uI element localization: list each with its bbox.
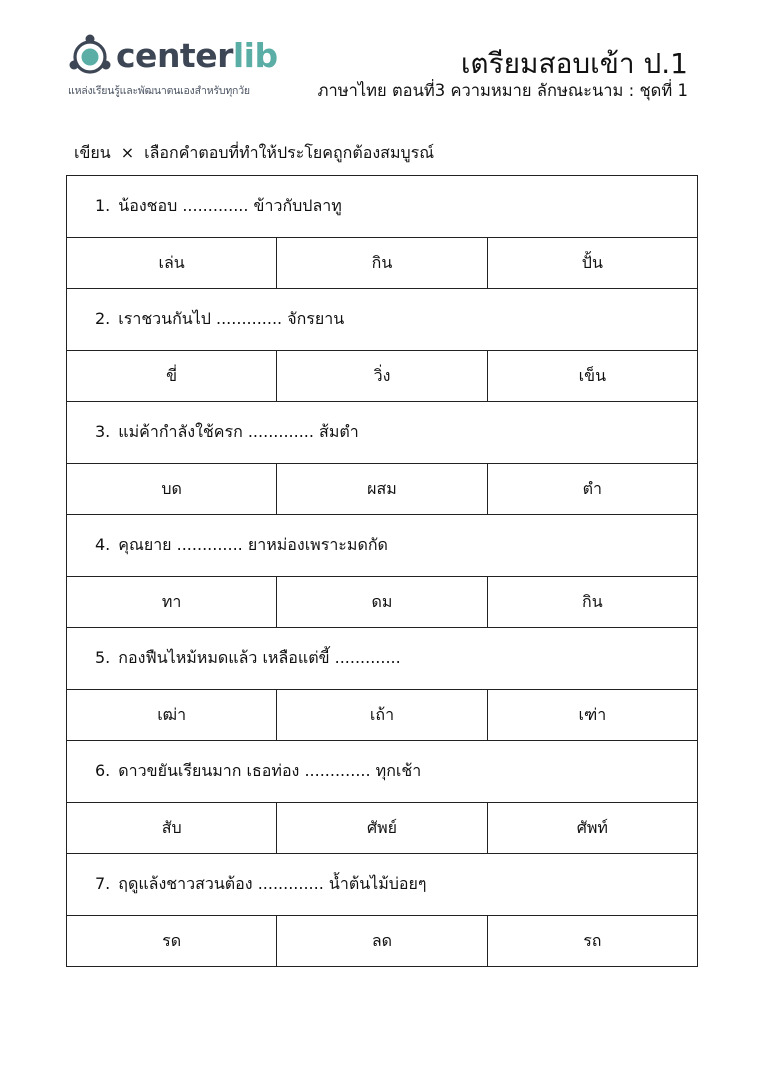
question-cell: [67, 515, 698, 577]
answer-option[interactable]: เฑ่า: [487, 690, 697, 741]
logo-word-center: center: [116, 36, 233, 75]
instruction-label: เขียน: [74, 143, 111, 162]
answer-row: [67, 803, 698, 854]
answer-option[interactable]: เถ้า: [277, 690, 487, 741]
answer-option[interactable]: ตำ: [487, 464, 697, 515]
answer-option[interactable]: ดม: [277, 577, 487, 628]
page-title: เตรียมสอบเข้า ป.1: [460, 47, 688, 80]
question-row: [67, 402, 698, 464]
question-text: เราชวนกันไป ............. จักรยาน: [118, 309, 345, 328]
logo-tagline: แหล่งเรียนรู้และพัฒนาตนเองสำหรับทุกวัย: [68, 85, 250, 97]
answer-option[interactable]: ผสม: [277, 464, 487, 515]
answer-row: [67, 577, 698, 628]
question-text: คุณยาย ............. ยาหม่องเพราะมดกัด: [118, 535, 388, 554]
question-cell: [67, 176, 698, 238]
question-row: [67, 628, 698, 690]
answer-option[interactable]: รถ: [487, 916, 697, 967]
answer-row: [67, 916, 698, 967]
question-row: [67, 176, 698, 238]
question-text: แม่ค้ากำลังใช้ครก ............. ส้มตำ: [118, 422, 359, 441]
answer-option[interactable]: ศัพย์: [277, 803, 487, 854]
question-cell: [67, 741, 698, 803]
answer-option[interactable]: สับ: [67, 803, 277, 854]
question-row: [67, 289, 698, 351]
question-row: [67, 854, 698, 916]
page-subtitle: ภาษาไทย ตอนที่3 ความหมาย ลักษณะนาม : ชุดที่ 1: [317, 81, 688, 100]
answer-row: [67, 690, 698, 741]
answer-option[interactable]: เล่น: [67, 238, 277, 289]
question-text: ดาวขยันเรียนมาก เธอท่อง ............. ทุกเช้า: [118, 761, 422, 780]
question-text: ฤดูแล้งชาวสวนต้อง ............. น้ำต้นไม้บ่อยๆ: [118, 874, 427, 893]
question-cell: [67, 854, 698, 916]
answer-option[interactable]: กิน: [277, 238, 487, 289]
logo-molecule-icon: [66, 32, 114, 80]
answer-option[interactable]: ปั้น: [487, 238, 697, 289]
question-number: 7.: [95, 874, 111, 893]
instruction-text: เลือกคำตอบที่ทำให้ประโยคถูกต้องสมบูรณ์: [144, 143, 435, 162]
question-table: [66, 175, 698, 967]
answer-option[interactable]: วิ่ง: [277, 351, 487, 402]
cross-mark-icon: ×: [120, 143, 135, 162]
answer-option[interactable]: บด: [67, 464, 277, 515]
question-cell: [67, 402, 698, 464]
answer-option[interactable]: เข็น: [487, 351, 697, 402]
answer-option[interactable]: ทา: [67, 577, 277, 628]
logo: [66, 32, 296, 102]
question-text: กองฟืนไหม้หมดแล้ว เหลือแต่ขี้ .............: [118, 648, 401, 667]
question-number: 2.: [95, 309, 111, 328]
answer-row: [67, 464, 698, 515]
logo-wordmark: [116, 34, 278, 78]
question-number: 1.: [95, 196, 111, 215]
question-number: 3.: [95, 422, 111, 441]
answer-row: [67, 351, 698, 402]
question-row: [67, 515, 698, 577]
answer-option[interactable]: ลด: [277, 916, 487, 967]
question-text: น้องชอบ ............. ข้าวกับปลาทู: [118, 196, 342, 215]
question-number: 6.: [95, 761, 111, 780]
question-number: 4.: [95, 535, 111, 554]
answer-option[interactable]: ขี่: [67, 351, 277, 402]
instruction: [74, 142, 434, 164]
answer-option[interactable]: ศัพท์: [487, 803, 697, 854]
answer-option[interactable]: กิน: [487, 577, 697, 628]
question-number: 5.: [95, 648, 111, 667]
answer-row: [67, 238, 698, 289]
question-cell: [67, 289, 698, 351]
logo-word-lib: lib: [232, 36, 278, 75]
answer-option[interactable]: รด: [67, 916, 277, 967]
question-cell: [67, 628, 698, 690]
answer-option[interactable]: เฒ่า: [67, 690, 277, 741]
question-row: [67, 741, 698, 803]
